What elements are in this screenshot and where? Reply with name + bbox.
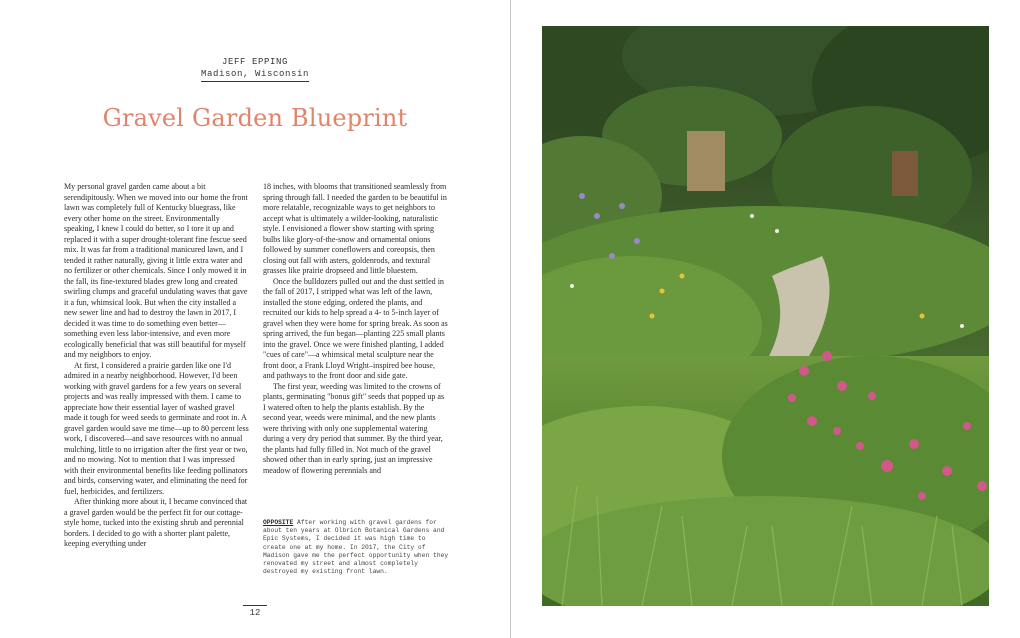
garden-photo: [542, 26, 989, 606]
caption-lead: OPPOSITE: [263, 519, 294, 526]
author-location: Madison, Wisconsin: [201, 68, 309, 82]
paragraph: At first, I considered a prairie garden like one I'd admired in a nearby neighborhood. However, I'd been working with gravel gardens for a few years on several projects and was really impressed with them. I came to appreciate how their essential layer of washed gravel made it tough for weed seeds to germinate and root in. A gravel garden would save me time—up to 80 percent less work, I discovered—and save resources with no annual mulching, little to no irrigation after the first year or two, and no mowing. Not to mention that I was impressed with their environmental benefits like feeding pollinators and birds, conserving water, and eliminating the need for fuel, herbicides, and fertilizers.: [64, 360, 249, 496]
garden-photo-image: [542, 26, 989, 606]
photo-caption: [263, 519, 449, 576]
author-name: JEFF EPPING: [221, 57, 288, 67]
author-byline: [170, 56, 340, 82]
paragraph: My personal gravel garden came about a bit serendipitously. When we moved into our home the front lawn was completely full of Kentucky bluegrass, like every other home on the street. Environmentally speaking, I knew I could do better, so I tore it up and replaced it with a super drought-tolerant fine fescue seed mix. It was far from a traditional manicured lawn, and I tended it rather naturally, giving it little extra water and no fertilizer or other chemicals. Since I only mowed it in the fall, its fine-textured blades grew long and created swirling clumps and graceful undulating waves that gave it a fun, whimsical look. But when the city installed a new sewer line and had to destroy the lawn in 2017, I decided it was time to do something even better—something even less labor-intensive, and even more ecologically beneficial that was still beautiful for myself and my neighbors to enjoy.: [64, 182, 248, 359]
paragraph: Once the bulldozers pulled out and the dust settled in the fall of 2017, I stripped what was left of the lawn, installed the stone edging, ordered the plants, and recruited our kids to help spread a 4- to 5-inch layer of gravel when they were home for spring break. As soon as spring arrived, the fun began—planting 225 small plants into the gravel. Once we were finished planting, I added "cues of care"—a whimsical metal sculpture near the front door, a Frank Lloyd Wright–inspired bee house, and pathways to the front door and side gate.: [263, 276, 448, 380]
page-number: 12: [243, 605, 267, 618]
paragraph: After thinking more about it, I became convinced that a gravel garden would be the perfect fit for our cottage-style home, tucked into the existing shrub and perennial borders. I decided to go with a shorter plant palette, keeping everything under: [64, 497, 248, 548]
caption-text: After working with gravel gardens for about ten years at Olbrich Botanical Gardens and Epic Systems, I decided it was high time to create one at my home. In 2017, the City of Madison gave me the perfect opportunity when they renovated my street and almost completely destroyed my existing front lawn.: [263, 519, 449, 576]
text-column-2: [263, 182, 448, 476]
paragraph: The first year, weeding was limited to the crowns of plants, germinating "bonus gift" seeds that popped up as I watered often to help the plants establish. By the second year, weeds were minimal, and the new plants were thriving with only one supplemental watering during a very dry period that summer. By the third year, the plants had fully filled in. Not much of the gravel showed other than in early spring, just an impressive meadow of flowering perennials and: [263, 381, 445, 475]
article-title: Gravel Garden Blueprint: [102, 104, 408, 132]
text-column-1: [64, 182, 249, 550]
paragraph: 18 inches, with blooms that transitioned seamlessly from spring through fall. I needed the garden to be beautiful in more relatable, recognizable ways to get neighbors to accept what is ultimately a wilder-looking, naturalistic style. I envisioned a flower show starting with spring bulbs like glory-of-the-snow and ornamental onions followed by summer coneflowers and coreopsis, then closing out fall with asters, goldenrods, and textural grasses like prairie dropseed and little bluestem.: [263, 182, 447, 275]
